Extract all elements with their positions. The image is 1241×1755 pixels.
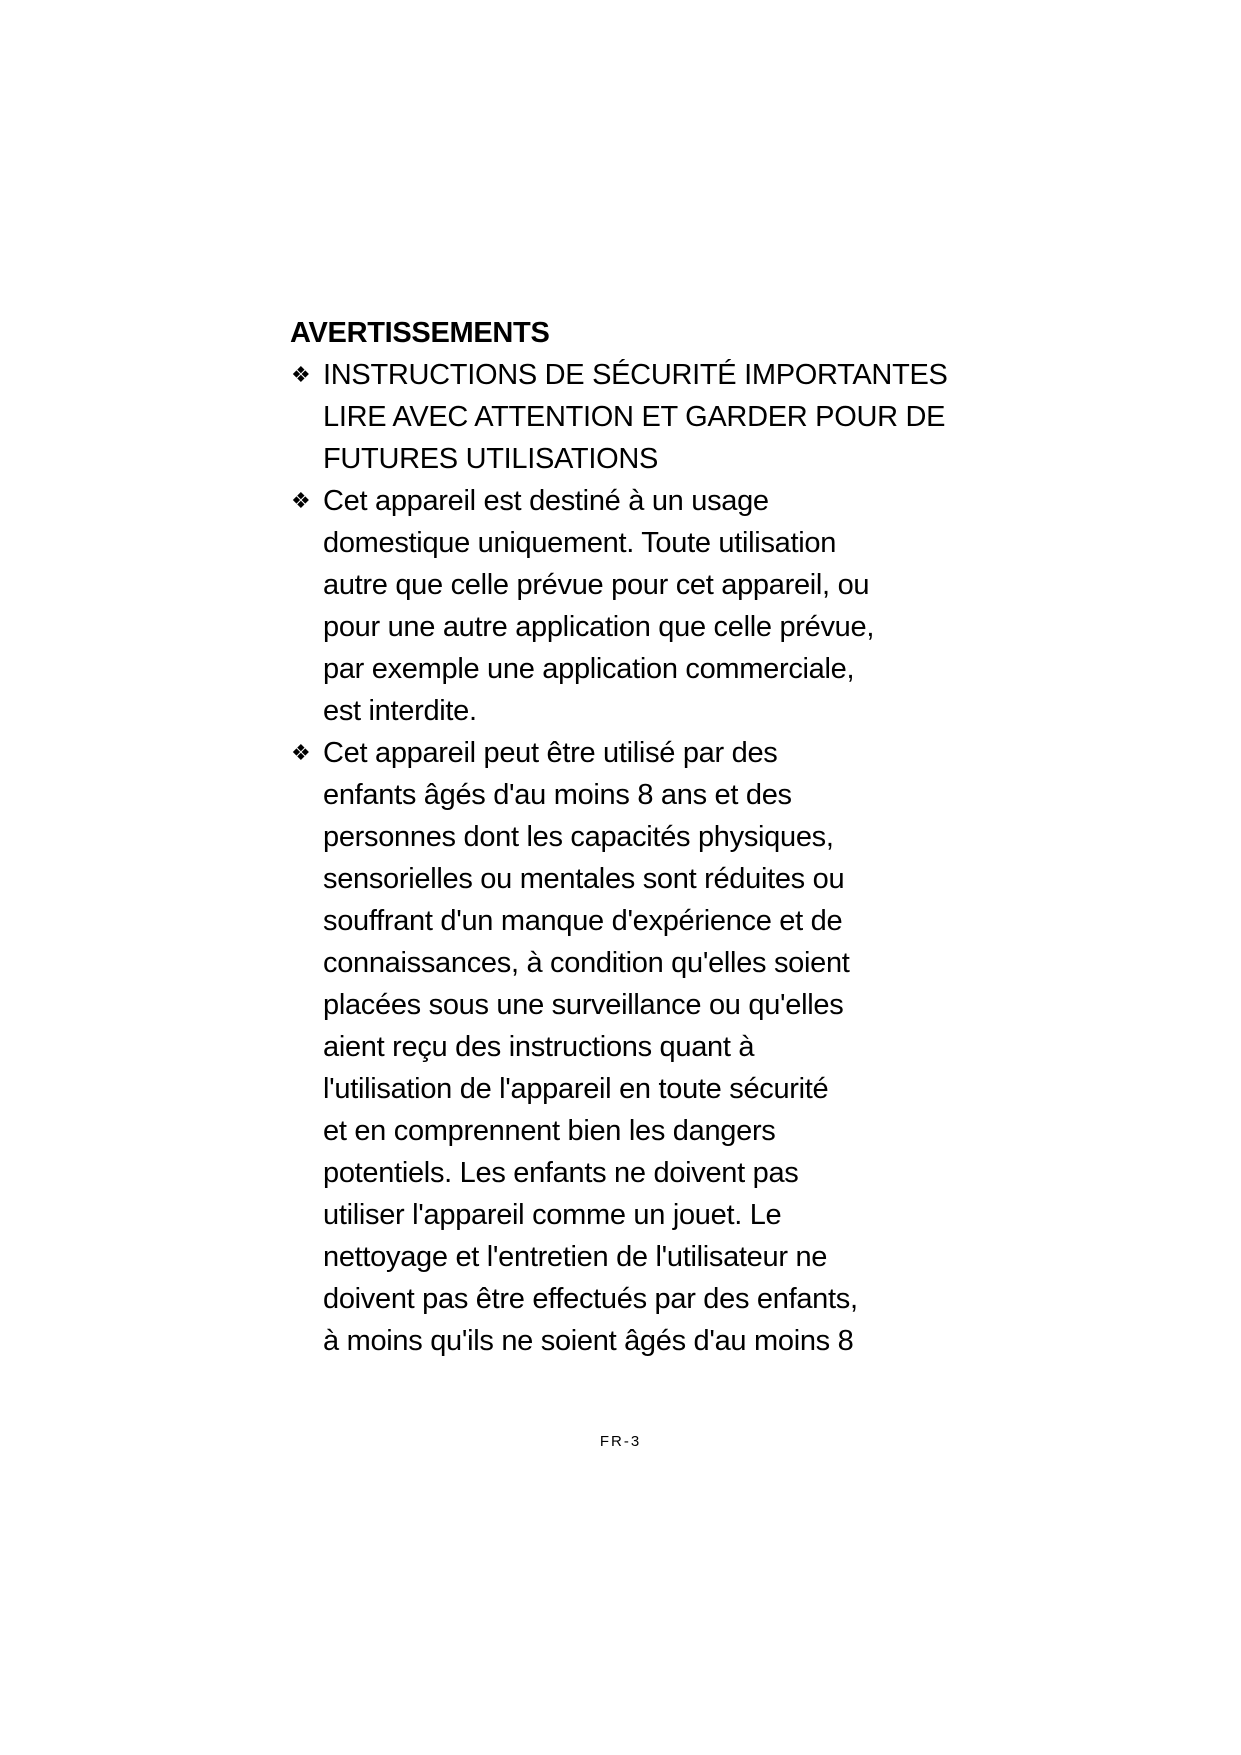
item-text-line: sensorielles ou mentales sont réduites ou — [323, 863, 845, 895]
item-text-line: pour une autre application que celle prévue, — [323, 611, 875, 643]
item-text-line: connaissances, à condition qu'elles soient — [323, 947, 850, 979]
warnings-section — [290, 312, 970, 1362]
item-text-line: l'utilisation de l'appareil en toute sécurité — [323, 1073, 829, 1105]
diamond-bullet-icon: ❖ — [291, 362, 311, 387]
warning-item — [290, 480, 970, 732]
item-text-line: enfants âgés d'au moins 8 ans et des — [323, 779, 792, 811]
item-text-line: souffrant d'un manque d'expérience et de — [323, 905, 843, 937]
diamond-bullet-icon: ❖ — [291, 740, 311, 765]
item-text-line: Cet appareil peut être utilisé par des — [323, 737, 778, 769]
page-number: FR-3 — [599, 1433, 642, 1450]
warning-item — [290, 732, 970, 1362]
item-text-line: Cet appareil est destiné à un usage — [323, 485, 769, 517]
item-text-line: personnes dont les capacités physiques, — [323, 821, 834, 853]
diamond-bullet-icon: ❖ — [291, 488, 311, 513]
item-text-line: domestique uniquement. Toute utilisation — [323, 527, 837, 559]
item-text-line: doivent pas être effectués par des enfants, — [323, 1283, 858, 1315]
section-heading: AVERTISSEMENTS — [290, 317, 550, 349]
item-text-line: par exemple une application commerciale, — [323, 653, 855, 685]
item-text-line: nettoyage et l'entretien de l'utilisateur ne — [323, 1241, 828, 1273]
item-text-line: autre que celle prévue pour cet appareil, ou — [323, 569, 870, 601]
item-text-line: LIRE AVEC ATTENTION ET GARDER POUR DE — [323, 401, 946, 433]
warning-item — [290, 354, 970, 480]
item-text-line: aient reçu des instructions quant à — [323, 1031, 755, 1063]
item-text-line: potentiels. Les enfants ne doivent pas — [323, 1157, 799, 1189]
item-text-line: à moins qu'ils ne soient âgés d'au moins 8 — [323, 1325, 854, 1357]
item-text-line: FUTURES UTILISATIONS — [323, 443, 659, 475]
item-text-line: utiliser l'appareil comme un jouet. Le — [323, 1199, 782, 1231]
item-text-line: et en comprennent bien les dangers — [323, 1115, 776, 1147]
item-text-line: INSTRUCTIONS DE SÉCURITÉ IMPORTANTES — [323, 359, 948, 391]
item-text-line: placées sous une surveillance ou qu'elles — [323, 989, 844, 1021]
item-text-line: est interdite. — [323, 695, 477, 727]
